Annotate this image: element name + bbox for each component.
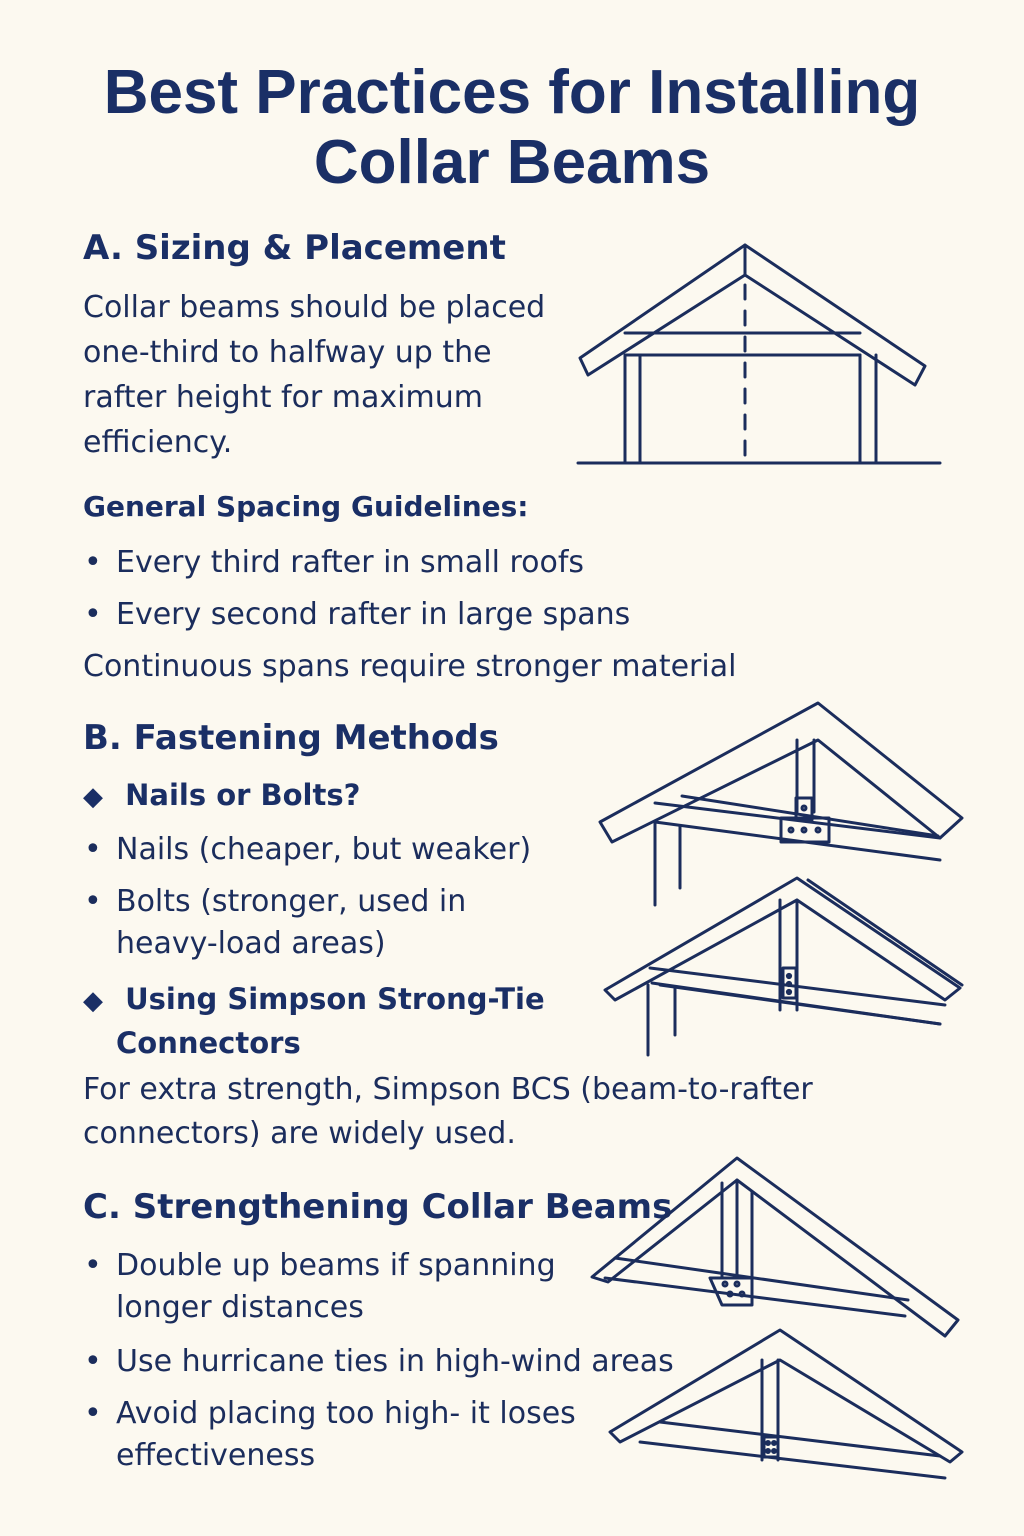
list-item: • Bolts (stronger, used in heavy-load areas)	[116, 881, 466, 965]
collar-truss-diagram	[610, 1330, 962, 1478]
list-item: • Avoid placing too high- it loses effectiveness	[116, 1393, 576, 1477]
simpson-bcs-note: For extra strength, Simpson BCS (beam-to-rafter connectors) are widely used.	[83, 1072, 813, 1151]
bullet-icon: •	[84, 884, 102, 919]
rafter-connector-diagram-1	[600, 703, 962, 905]
bullet-icon: •	[84, 1344, 102, 1379]
bullet-icon: •	[84, 1396, 102, 1431]
title-line-2: Collar Beams	[313, 128, 711, 197]
list-item: • Double up beams if spanning longer distances	[116, 1245, 556, 1329]
nails-or-bolts-subheading: ◆ Nails or Bolts?	[83, 778, 361, 812]
list-item: • Nails (cheaper, but weaker)	[116, 829, 531, 871]
section-b-heading: B. Fastening Methods	[83, 718, 499, 758]
section-a-heading: A. Sizing & Placement	[83, 228, 506, 268]
diamond-icon: ◆	[83, 986, 103, 1016]
section-c-heading: C. Strengthening Collar Beams	[83, 1187, 673, 1227]
spacing-guidelines-label: General Spacing Guidelines:	[83, 490, 529, 523]
list-item: • Every second rafter in large spans	[116, 594, 630, 636]
doubled-beam-diagram	[592, 1158, 958, 1336]
simpson-connectors-subheading: ◆ Using Simpson Strong-Tie Connectors	[83, 982, 545, 1060]
bullet-icon: •	[84, 545, 102, 580]
continuous-spans-note: Continuous spans require stronger material	[83, 649, 737, 684]
roof-section-diagram	[578, 245, 940, 463]
bullet-icon: •	[84, 1248, 102, 1283]
bullet-icon: •	[84, 832, 102, 867]
section-a-body: Collar beams should be placed one-third to halfway up the rafter height for maximum efficiency.	[83, 290, 546, 460]
rafter-connector-diagram-2	[605, 878, 962, 1055]
title-line-1: Best Practices for Installing	[103, 58, 921, 127]
list-item: • Every third rafter in small roofs	[116, 542, 584, 584]
diamond-icon: ◆	[83, 782, 103, 812]
bullet-icon: •	[84, 597, 102, 632]
list-item: • Use hurricane ties in high-wind areas	[116, 1341, 674, 1383]
